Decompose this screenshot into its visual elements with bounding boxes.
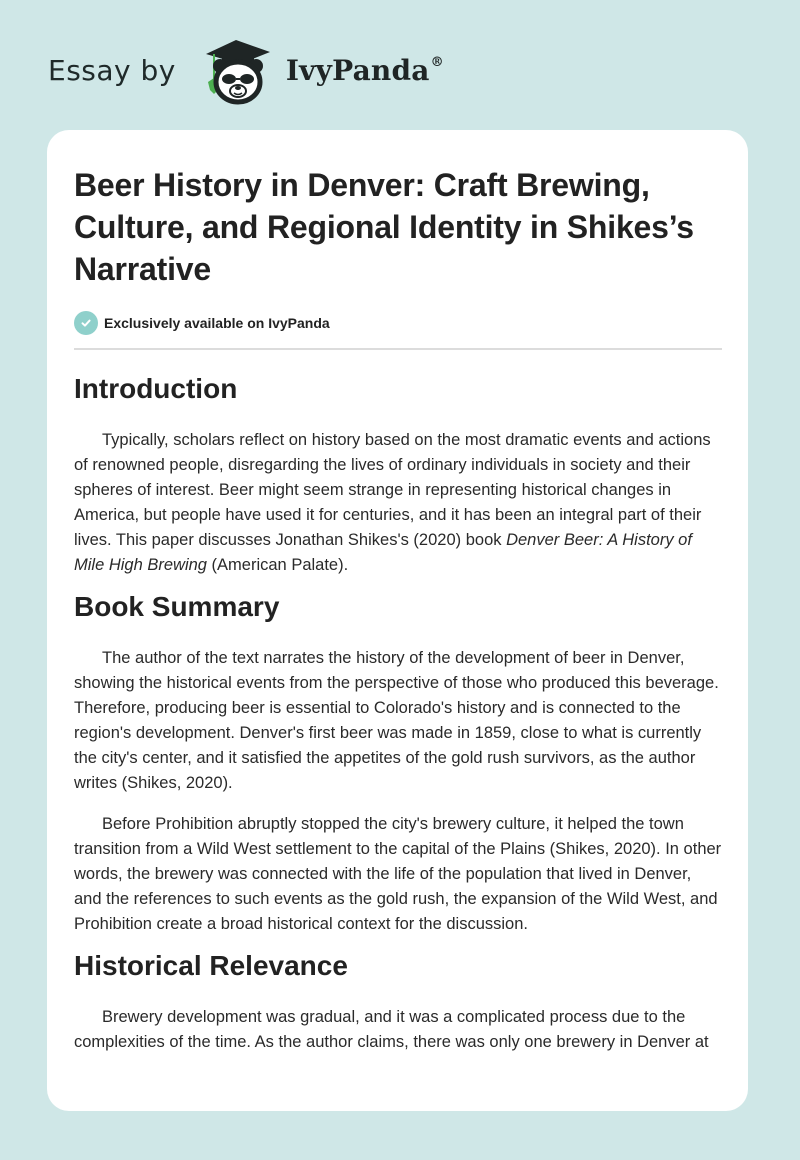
check-circle-icon (74, 311, 98, 335)
exclusive-badge (74, 310, 722, 336)
exclusive-text: Exclusively available on IvyPanda (104, 315, 330, 331)
paragraph-text: (American Palate). (206, 556, 349, 574)
section-introduction (74, 372, 722, 578)
paragraph: Before Prohibition abruptly stopped the city's brewery culture, it helped the town transition from a Wild West settlement to the capital of the Plains (Shikes, 2020). In other words, the brewery was connected with the life of the population that lived in Denver, and the references to such events as the gold rush, the expansion of the Wild West, and Prohibition create a broad historical context for the discussion. (74, 815, 722, 933)
section-historical-relevance (74, 949, 722, 1055)
site-header (48, 34, 444, 106)
section-heading: Introduction (74, 373, 238, 404)
paragraph (74, 428, 722, 578)
essay-by-label: Essay by (48, 53, 176, 87)
page-title: Beer History in Denver: Craft Brewing, Culture, and Regional Identity in Shikes’s Narrative (74, 167, 694, 287)
essay-card (47, 130, 748, 1111)
panda-graduate-icon[interactable] (194, 34, 276, 106)
brand-logo-text[interactable] (286, 54, 444, 87)
section-book-summary (74, 590, 722, 937)
paragraph: The author of the text narrates the history of the development of beer in Denver, showing the historical events from the perspective of those who produced this beverage. Therefore, producing beer is essential to Colorado's history and is connected to the region's development. Denver's first beer was made in 1859, close to what is currently the city's center, and it satisfied the appetites of the gold rush survivors, as the author writes (Shikes, 2020). (74, 649, 719, 792)
brand-name: IvyPanda (285, 53, 430, 87)
divider (74, 348, 722, 350)
section-heading: Historical Relevance (74, 950, 348, 981)
book-title: Denver Beer: A History of Mile High Brewing (74, 531, 692, 574)
paragraph-text: Typically, scholars reflect on history based on the most dramatic events and actions of renowned people, disregarding the lives of ordinary individuals in society and their spheres of interest. Beer might seem strange in representing historical changes in America, but people have used it for centuries, and it has been an integral part of their lives. This paper discusses Jonathan Shikes's (2020) book (74, 431, 711, 549)
paragraph: Brewery development was gradual, and it was a complicated process due to the complexities of the time. As the author claims, there was only one brewery in Denver at (74, 1008, 709, 1051)
section-heading: Book Summary (74, 591, 280, 622)
registered-mark: ® (430, 54, 444, 70)
